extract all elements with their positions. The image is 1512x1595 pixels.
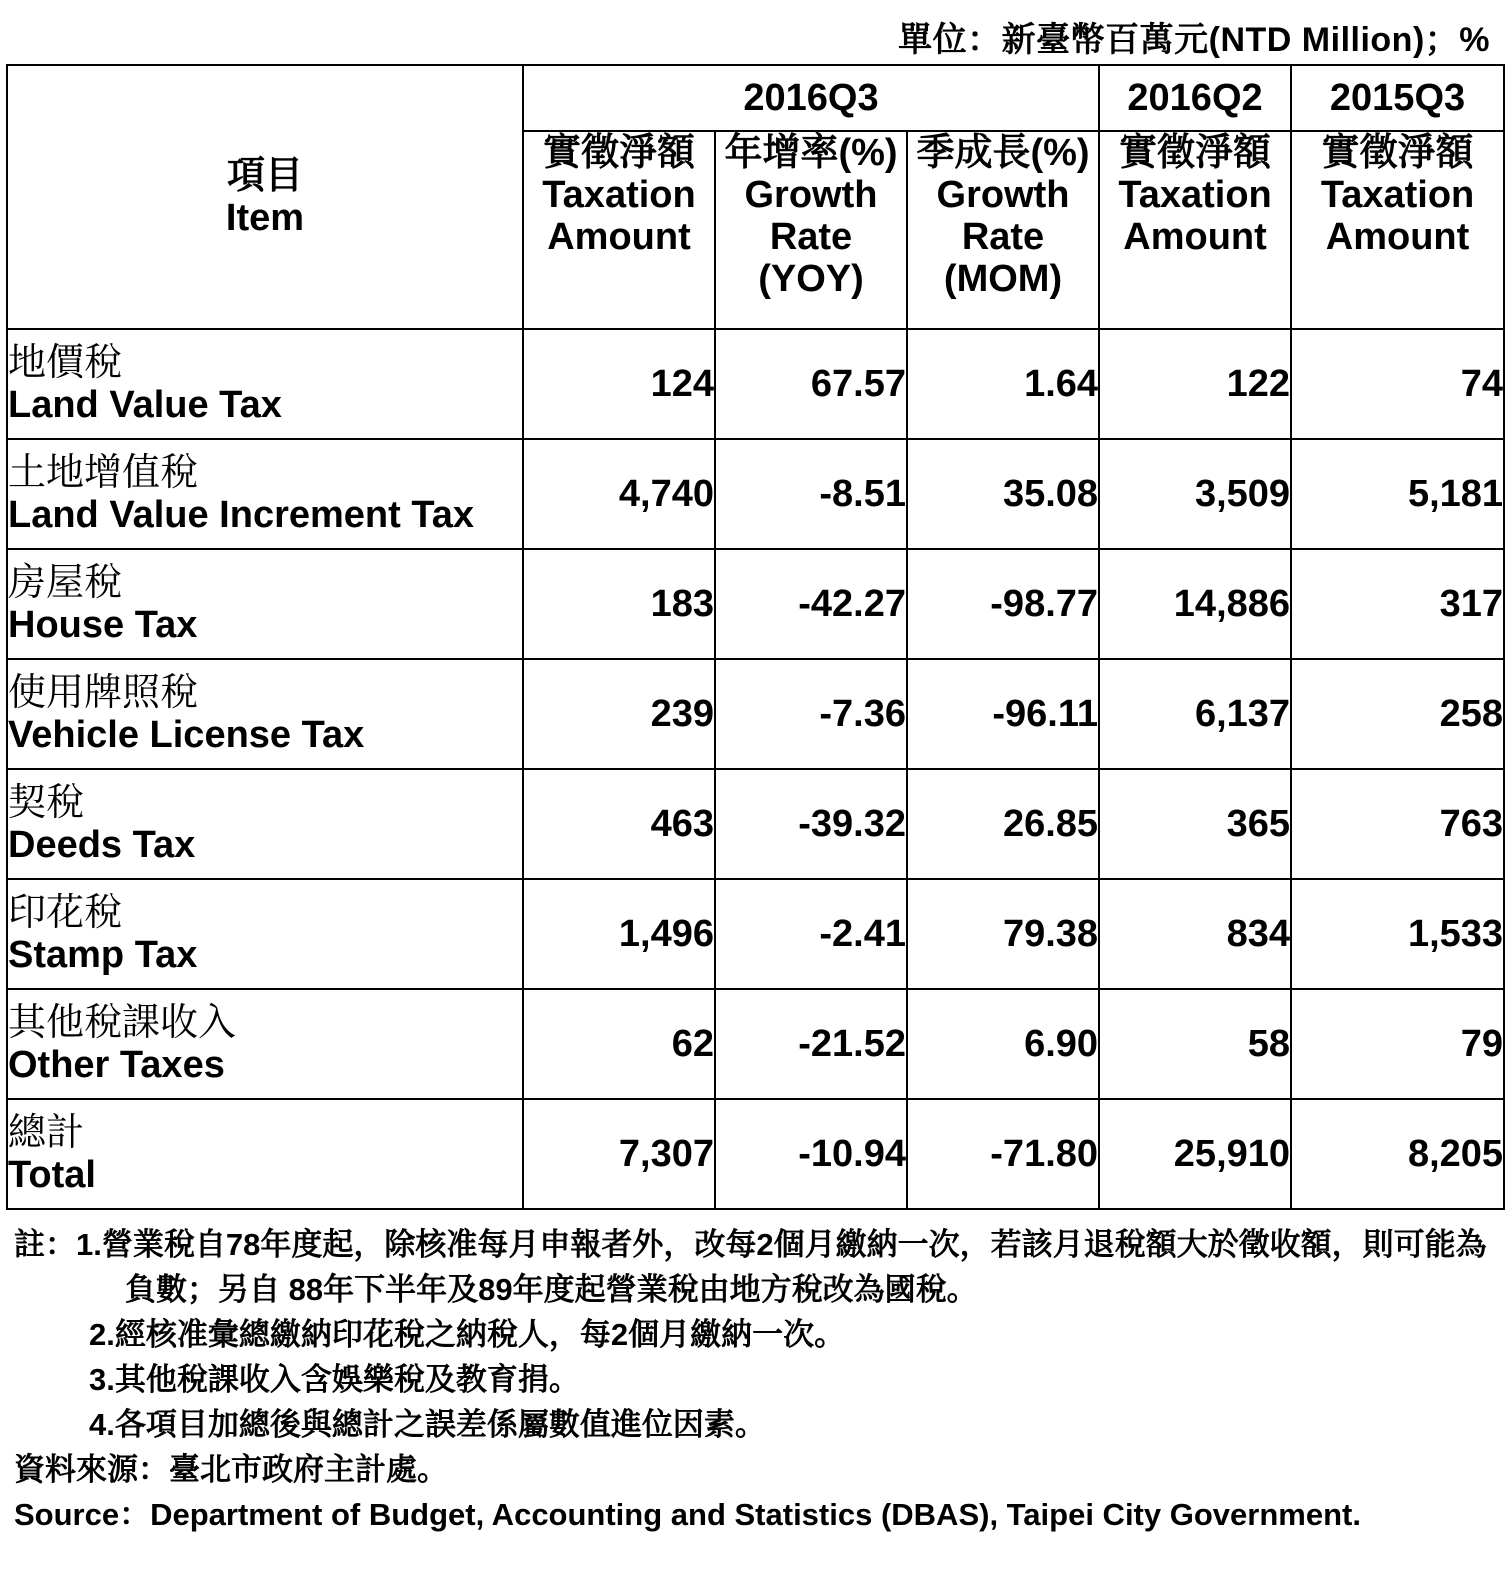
table-cell: 62 <box>523 989 715 1099</box>
period-2015q3: 2015Q3 <box>1291 65 1504 131</box>
table-cell: -8.51 <box>715 439 907 549</box>
table-cell: -98.77 <box>907 549 1099 659</box>
table-cell: 3,509 <box>1099 439 1291 549</box>
table-cell: 124 <box>523 329 715 439</box>
note-2: 2.經核准彙總繳納印花稅之納稅人，每2個月繳納一次。 <box>89 1317 846 1352</box>
table-cell: 58 <box>1099 989 1291 1099</box>
table-cell: 79.38 <box>907 879 1099 989</box>
column-header: 年增率(%) Growth Rate (YOY) <box>715 131 907 329</box>
row-label: 印花稅 Stamp Tax <box>7 879 523 989</box>
table-cell: 365 <box>1099 769 1291 879</box>
table-row <box>7 769 1504 879</box>
table-cell: -71.80 <box>907 1099 1099 1209</box>
row-label: 房屋稅 House Tax <box>7 549 523 659</box>
table-cell: 122 <box>1099 329 1291 439</box>
table-cell: -10.94 <box>715 1099 907 1209</box>
table-cell: 1,496 <box>523 879 715 989</box>
table-row <box>7 659 1504 769</box>
table-row <box>7 879 1504 989</box>
item-header: 項目 Item <box>7 65 523 329</box>
table-cell: 7,307 <box>523 1099 715 1209</box>
table-cell: -96.11 <box>907 659 1099 769</box>
row-label: 總計 Total <box>7 1099 523 1209</box>
table-cell: -7.36 <box>715 659 907 769</box>
table-cell: 8,205 <box>1291 1099 1504 1209</box>
column-header: 季成長(%) Growth Rate (MOM) <box>907 131 1099 329</box>
table-cell: 35.08 <box>907 439 1099 549</box>
note-4: 4.各項目加總後與總計之誤差係屬數值進位因素。 <box>89 1407 766 1442</box>
table-cell: -39.32 <box>715 769 907 879</box>
table-row-total <box>7 1099 1504 1209</box>
table-cell: 4,740 <box>523 439 715 549</box>
table-cell: 67.57 <box>715 329 907 439</box>
period-2016q2: 2016Q2 <box>1099 65 1291 131</box>
table-cell: 14,886 <box>1099 549 1291 659</box>
table-cell: 1.64 <box>907 329 1099 439</box>
period-2016q3: 2016Q3 <box>523 65 1099 131</box>
source-en: Source： Department of Budget, Accounting and Statistics (DBAS), Taipei City Government. <box>14 1497 1361 1532</box>
row-label: 地價稅 Land Value Tax <box>7 329 523 439</box>
table-cell: 317 <box>1291 549 1504 659</box>
table-cell: 25,910 <box>1099 1099 1291 1209</box>
table-cell: 763 <box>1291 769 1504 879</box>
column-header: 實徵淨額 Taxation Amount <box>523 131 715 329</box>
unit-label: 單位：新臺幣百萬元(NTD Million)；% <box>898 21 1490 59</box>
table-cell: 183 <box>523 549 715 659</box>
table-cell: 6.90 <box>907 989 1099 1099</box>
table-row <box>7 549 1504 659</box>
table-cell: 26.85 <box>907 769 1099 879</box>
footnotes <box>14 1222 1496 1537</box>
table-row <box>7 329 1504 439</box>
table-cell: 5,181 <box>1291 439 1504 549</box>
table-cell: 6,137 <box>1099 659 1291 769</box>
tax-revenue-table <box>6 64 1505 1210</box>
table-cell: 1,533 <box>1291 879 1504 989</box>
table-cell: -21.52 <box>715 989 907 1099</box>
row-label: 土地增值稅 Land Value Increment Tax <box>7 439 523 549</box>
row-label: 其他稅課收入 Other Taxes <box>7 989 523 1099</box>
table-cell: 74 <box>1291 329 1504 439</box>
row-label: 使用牌照稅 Vehicle License Tax <box>7 659 523 769</box>
table-cell: 463 <box>523 769 715 879</box>
table-cell: 239 <box>523 659 715 769</box>
table-cell: -42.27 <box>715 549 907 659</box>
column-header: 實徵淨額 Taxation Amount <box>1291 131 1504 329</box>
table-cell: -2.41 <box>715 879 907 989</box>
table-cell: 834 <box>1099 879 1291 989</box>
table-cell: 258 <box>1291 659 1504 769</box>
source-zh: 資料來源：臺北市政府主計處。 <box>14 1452 448 1487</box>
table-row <box>7 439 1504 549</box>
row-label: 契稅 Deeds Tax <box>7 769 523 879</box>
table-row <box>7 989 1504 1099</box>
note-1: 註：1.營業稅自78年度起，除核准每月申報者外，改每2個月繳納一次，若該月退稅額大於徵收額，則可能為負數；另自 88年下半年及89年度起營業稅由地方稅改為國稅。 <box>14 1227 1487 1307</box>
note-3: 3.其他稅課收入含娛樂稅及教育捐。 <box>89 1362 580 1397</box>
table-cell: 79 <box>1291 989 1504 1099</box>
column-header: 實徵淨額 Taxation Amount <box>1099 131 1291 329</box>
